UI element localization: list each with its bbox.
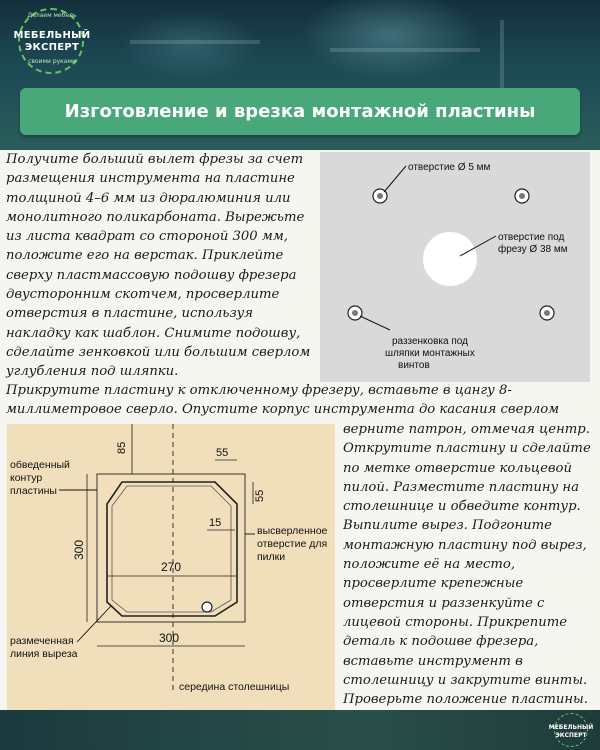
label-outline-line1: обведенный bbox=[10, 459, 70, 471]
logo-line2: ЭКСПЕРТ bbox=[24, 42, 80, 53]
logo-line1: МЕБЕЛЬНЫЙ bbox=[13, 30, 91, 41]
cutout-template-figure bbox=[7, 424, 335, 710]
leader-line bbox=[384, 166, 406, 192]
drilled-hole bbox=[202, 602, 212, 612]
dim-270: 270 bbox=[161, 560, 182, 574]
dim-55-horizontal: 55 bbox=[216, 447, 229, 459]
label-hole-38mm-line2: фрезу Ø 38 мм bbox=[498, 244, 568, 255]
label-hole-5mm: отверстие Ø 5 мм bbox=[408, 162, 491, 173]
label-outline-line3: пластины bbox=[10, 485, 57, 497]
shelf-decoration bbox=[130, 40, 260, 44]
label-countersink-line3: винтов bbox=[398, 360, 430, 371]
mounting-plate-diagram bbox=[320, 152, 590, 382]
logo-arc-bottom: своими руками bbox=[28, 58, 76, 65]
hole-5mm-center bbox=[377, 193, 383, 199]
mounting-plate-figure bbox=[320, 152, 590, 382]
label-cutline-line1: размеченная bbox=[10, 635, 74, 647]
cut-line bbox=[107, 482, 237, 616]
label-drilled-line1: высверленное bbox=[257, 525, 328, 537]
hole-5mm-center bbox=[544, 310, 550, 316]
label-outline-line2: контур bbox=[10, 472, 43, 484]
label-hole-38mm-line1: отверстие под bbox=[498, 232, 565, 243]
footer-logo-line1: МЕБЕЛЬНЫЙ bbox=[548, 724, 594, 731]
label-countersink-line1: раззенковка под bbox=[392, 336, 468, 347]
title-banner bbox=[20, 88, 580, 135]
label-drilled-line2: отверстие для bbox=[257, 538, 328, 550]
label-center: середина столешницы bbox=[179, 681, 290, 693]
dim-55-vertical: 55 bbox=[254, 489, 266, 502]
hole-5mm-center bbox=[352, 310, 358, 316]
shelf-decoration bbox=[500, 20, 504, 90]
inner-contour bbox=[112, 486, 231, 612]
dim-85: 85 bbox=[116, 441, 128, 454]
footer-logo-line2: ЭКСПЕРТ bbox=[555, 732, 587, 739]
header-glow bbox=[120, 10, 260, 80]
shelf-decoration bbox=[330, 48, 480, 52]
cutter-hole-38mm bbox=[423, 232, 477, 286]
dim-300-vertical: 300 bbox=[72, 539, 86, 560]
header-glow bbox=[300, 0, 480, 80]
label-countersink-line2: шляпки монтажных bbox=[385, 348, 475, 359]
footer-logo[interactable] bbox=[548, 713, 594, 747]
cutout-template-diagram bbox=[7, 424, 335, 710]
paragraph-2: Прикрутите пластину к отключенному фрезеру, вставьте в цангу 8-миллиметровое сверло. Опустите корпус инструмента до касания сверлом bbox=[6, 383, 560, 418]
paragraph-1: Получите больший вылет фрезы за счет размещения инструмента на пластине толщиной 4–6 мм из дюралюминия или монолитного поликарбоната. Вырежьте из листа квадрат со стороной 300 мм, положите его на верстак. Приклейте сверху пластмассовую подошву фрезера двусторонним скотчем, просверлите отверстия в пластине, используя накладку как шаблон. Снимите подошву, сделайте зенковкой или большим сверлом углубления под шляпки. bbox=[6, 152, 311, 380]
dim-300-horizontal: 300 bbox=[159, 631, 180, 645]
page-title: Изготовление и врезка монтажной пластины bbox=[64, 101, 536, 122]
label-drilled-line3: пилки bbox=[257, 551, 286, 563]
paragraph-3: верните патрон, отмечая центр. Открутите пластину и сделайте по метке отверстие кольцевой пилой. Разместите пластину на столешнице и обведите контур. Выпилите вырез. Подгоните монтажную пластину под вырез, положите её на место, просверлите крепежные отверстия и раззенкуйте с лицевой стороны. Прикрепите деталь к подошве фрезера, вставьте инструмент в столешницу и закрутите винты. Проверьте положение пластины. bbox=[343, 422, 591, 708]
label-cutline-line2: линия выреза bbox=[10, 648, 78, 660]
leader-line bbox=[77, 606, 111, 642]
leader-line bbox=[360, 316, 390, 330]
dim-15: 15 bbox=[209, 517, 222, 529]
brand-logo[interactable] bbox=[12, 6, 92, 84]
logo-arc-top: Делаем мебель bbox=[27, 12, 77, 19]
footer-bar bbox=[0, 710, 600, 750]
hole-5mm-center bbox=[519, 193, 525, 199]
